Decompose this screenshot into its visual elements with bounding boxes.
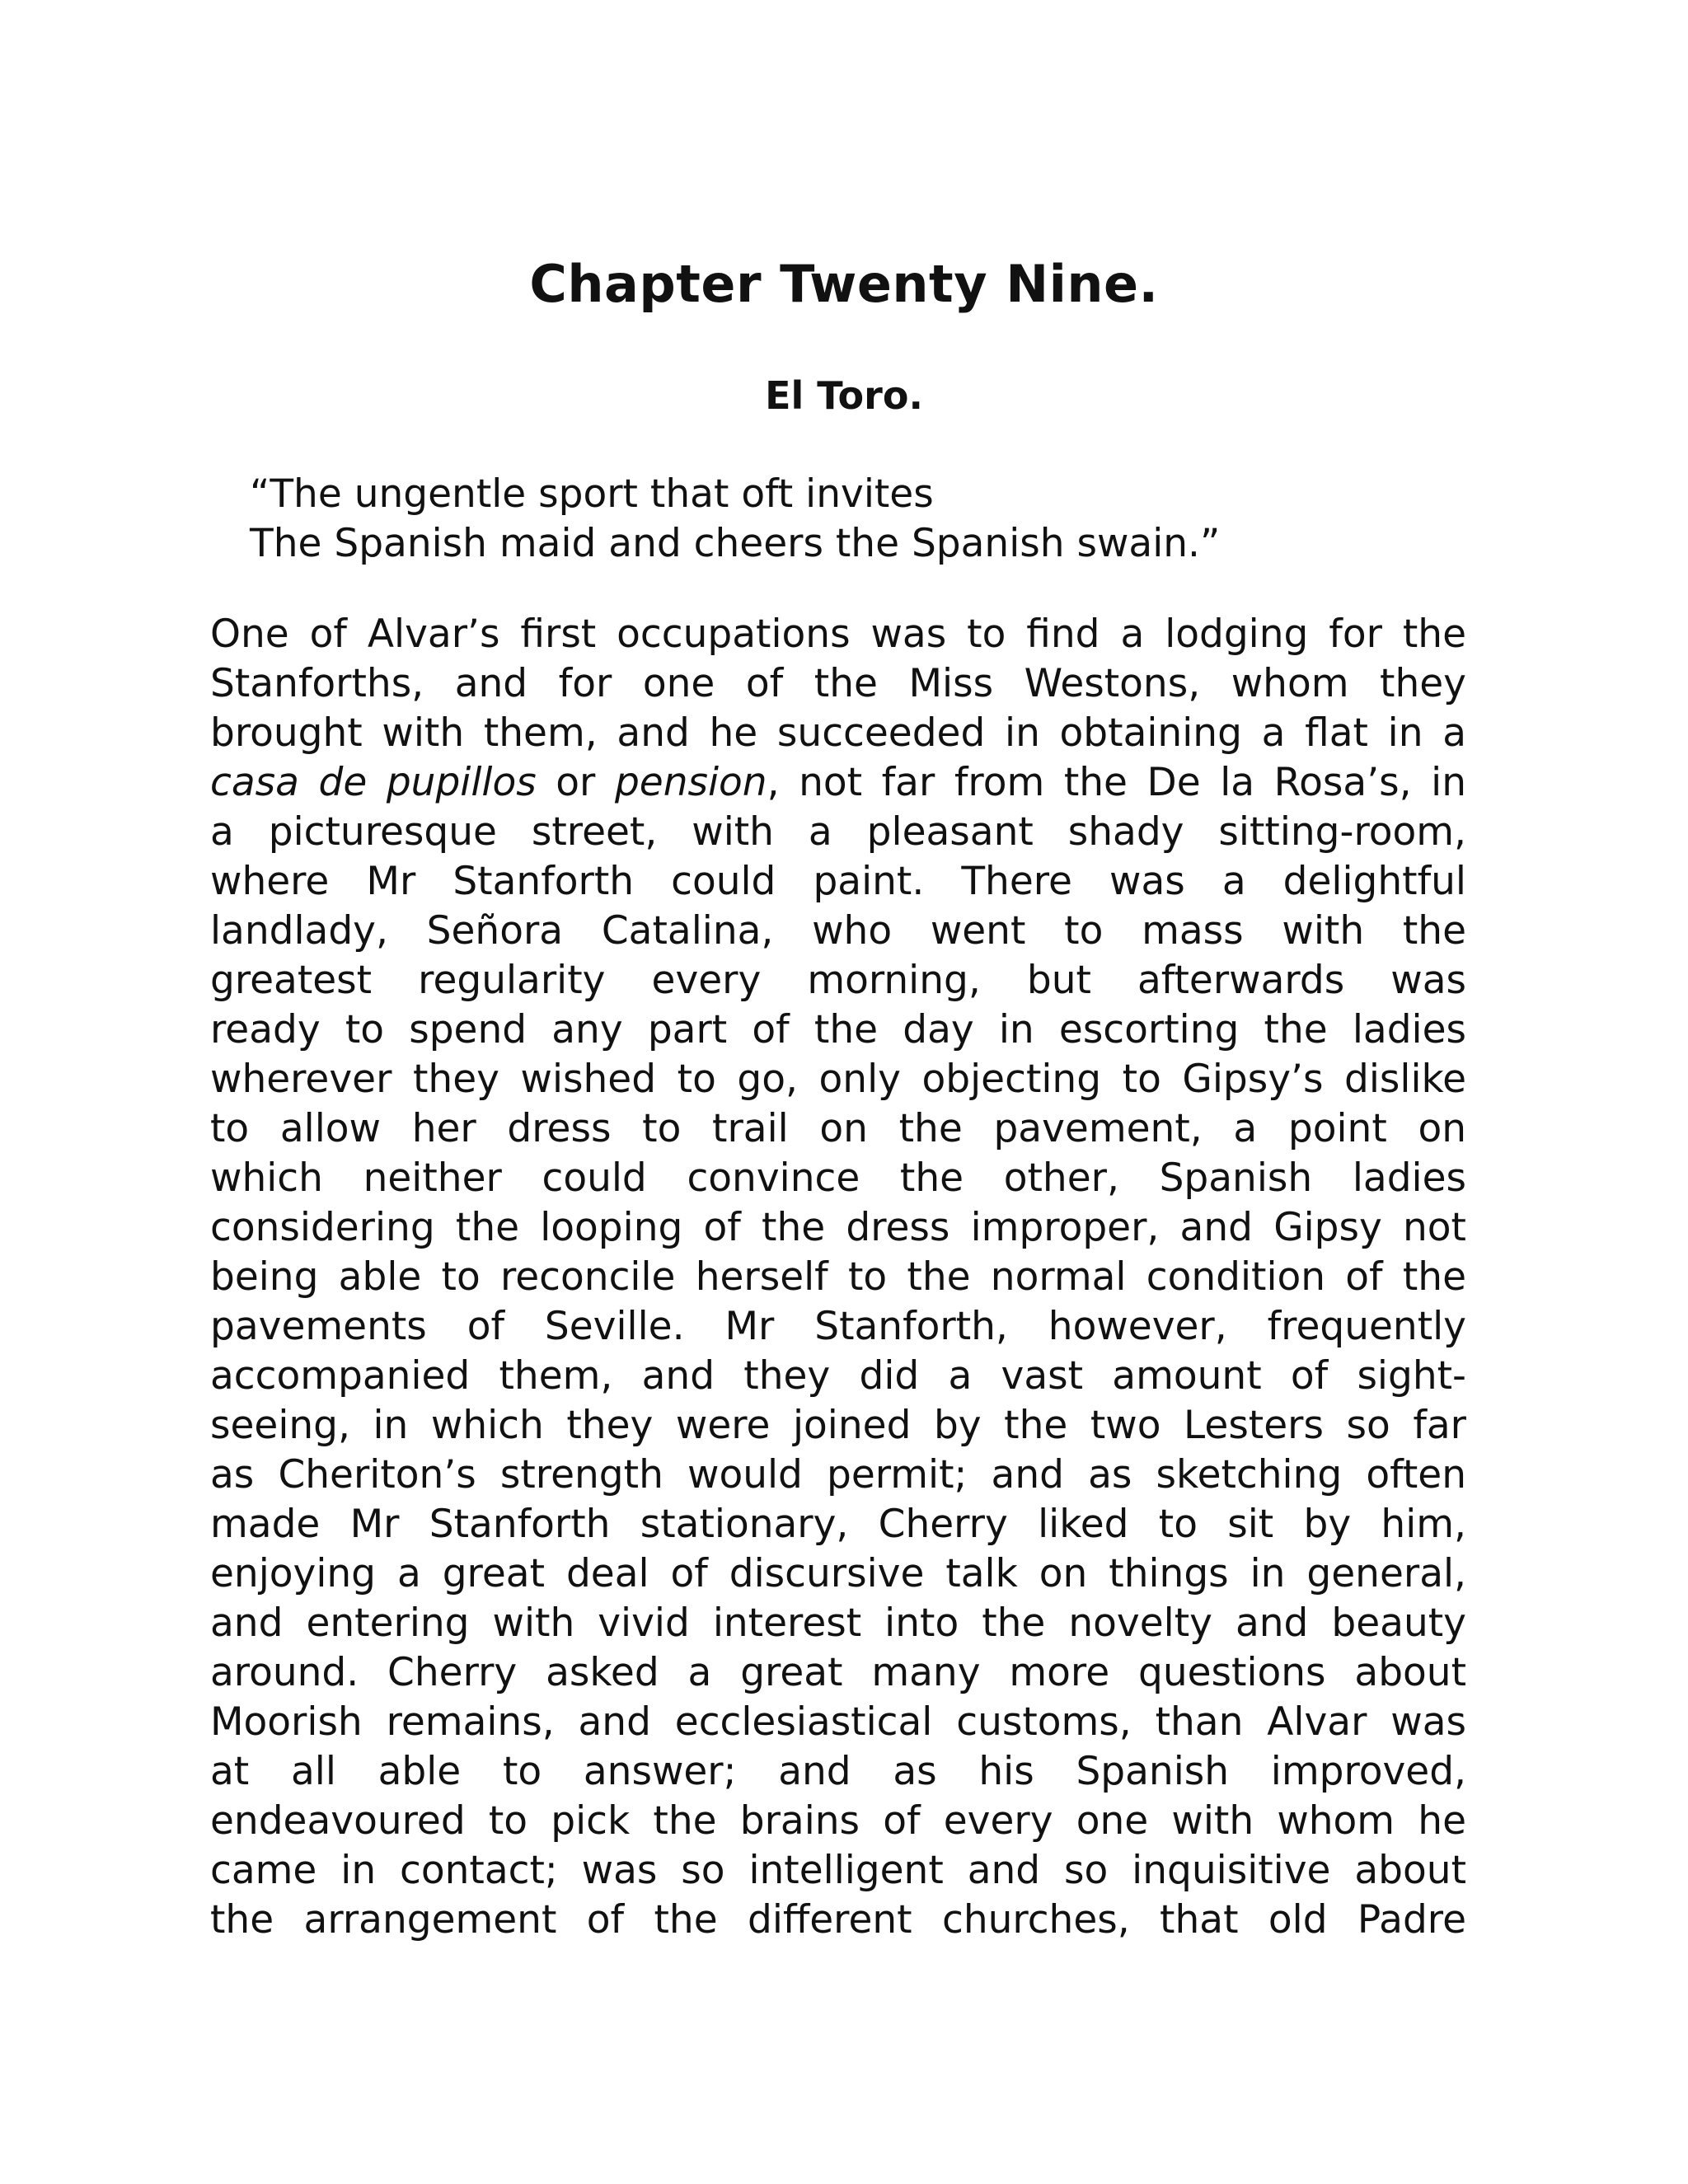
text-segment: brought with them, and he succeeded in obtaining a flat in a	[210, 710, 1466, 756]
body-line	[210, 1055, 1466, 1104]
body-line	[210, 1154, 1466, 1203]
body-line	[210, 610, 1466, 659]
text-segment: ready to spend any part of the day in escorting the ladies	[210, 1007, 1466, 1052]
text-segment: or	[536, 760, 615, 805]
text-segment: landlady, Señora Catalina, who went to mass with the	[210, 908, 1466, 954]
body-line	[210, 1698, 1466, 1747]
epigraph	[250, 470, 1486, 569]
body-line	[210, 1896, 1466, 1945]
body-line	[210, 857, 1466, 907]
text-segment: greatest regularity every morning, but afterwards was	[210, 958, 1466, 1003]
body-line	[210, 1005, 1466, 1055]
text-segment: Moorish remains, and ecclesiastical customs, than Alvar was	[210, 1699, 1466, 1745]
text-segment: pavements of Seville. Mr Stanforth, however, frequently	[210, 1304, 1466, 1349]
epigraph-line: “The ungentle sport that oft invites	[250, 471, 934, 517]
text-segment: being able to reconcile herself to the normal condition of the	[210, 1254, 1466, 1300]
text-segment: made Mr Stanforth stationary, Cherry liked to sit by him,	[210, 1502, 1466, 1547]
body-line	[210, 1648, 1466, 1698]
body-line	[210, 1599, 1466, 1648]
text-segment: the arrangement of the different churches, that old Padre	[210, 1897, 1466, 1943]
text-segment: around. Cherry asked a great many more questions about	[210, 1650, 1466, 1695]
body-line	[210, 1401, 1466, 1451]
text-segment: seeing, in which they were joined by the two Lesters so far	[210, 1403, 1466, 1448]
body-line	[210, 1500, 1466, 1549]
text-segment: endeavoured to pick the brains of every one with whom he	[210, 1798, 1466, 1844]
text-segment: wherever they wished to go, only objecting to Gipsy’s dislike	[210, 1057, 1466, 1102]
body-line	[210, 1846, 1466, 1896]
body-line	[210, 808, 1466, 857]
text-segment: a picturesque street, with a pleasant shady sitting-room,	[210, 809, 1466, 855]
body-line	[210, 1104, 1466, 1154]
body-line	[210, 758, 1466, 808]
italic-text: casa de pupillos	[210, 760, 537, 805]
body-line	[210, 659, 1466, 709]
body-line	[210, 1253, 1466, 1302]
text-segment: enjoying a great deal of discursive talk on things in general,	[210, 1551, 1466, 1596]
body-line	[210, 1302, 1466, 1352]
text-segment: considering the looping of the dress improper, and Gipsy not	[210, 1205, 1466, 1250]
body-line	[210, 956, 1466, 1005]
chapter-title: Chapter Twenty Nine.	[529, 254, 1159, 314]
epigraph-line: The Spanish maid and cheers the Spanish swain.”	[250, 521, 1221, 566]
text-segment: One of Alvar’s first occupations was to find a lodging for the	[210, 612, 1466, 657]
text-segment: at all able to answer; and as his Spanish improved,	[210, 1749, 1466, 1794]
text-segment: which neither could convince the other, Spanish ladies	[210, 1155, 1466, 1201]
chapter-subtitle: El Toro.	[765, 373, 923, 418]
body-line	[210, 1549, 1466, 1599]
body-line	[210, 1203, 1466, 1253]
body-line	[210, 1451, 1466, 1500]
body-line	[210, 709, 1466, 758]
body-line	[210, 1352, 1466, 1401]
text-segment: , not far from the De la Rosa’s, in	[767, 760, 1466, 805]
italic-text: pension	[614, 760, 767, 805]
text-segment: accompanied them, and they did a vast amount of sight-	[210, 1353, 1466, 1399]
text-segment: as Cheriton’s strength would permit; and as sketching often	[210, 1452, 1466, 1497]
text-segment: Stanforths, and for one of the Miss Westons, whom they	[210, 661, 1466, 706]
body-line	[210, 1797, 1466, 1846]
text-segment: and entering with vivid interest into the novelty and beauty	[210, 1601, 1466, 1646]
text-segment: came in contact; was so intelligent and so inquisitive about	[210, 1848, 1466, 1893]
text-segment: where Mr Stanforth could paint. There was a delightful	[210, 859, 1466, 904]
body-line	[210, 1747, 1466, 1797]
text-segment: to allow her dress to trail on the pavement, a point on	[210, 1106, 1466, 1151]
body-paragraph	[210, 610, 1466, 1945]
body-line	[210, 907, 1466, 956]
